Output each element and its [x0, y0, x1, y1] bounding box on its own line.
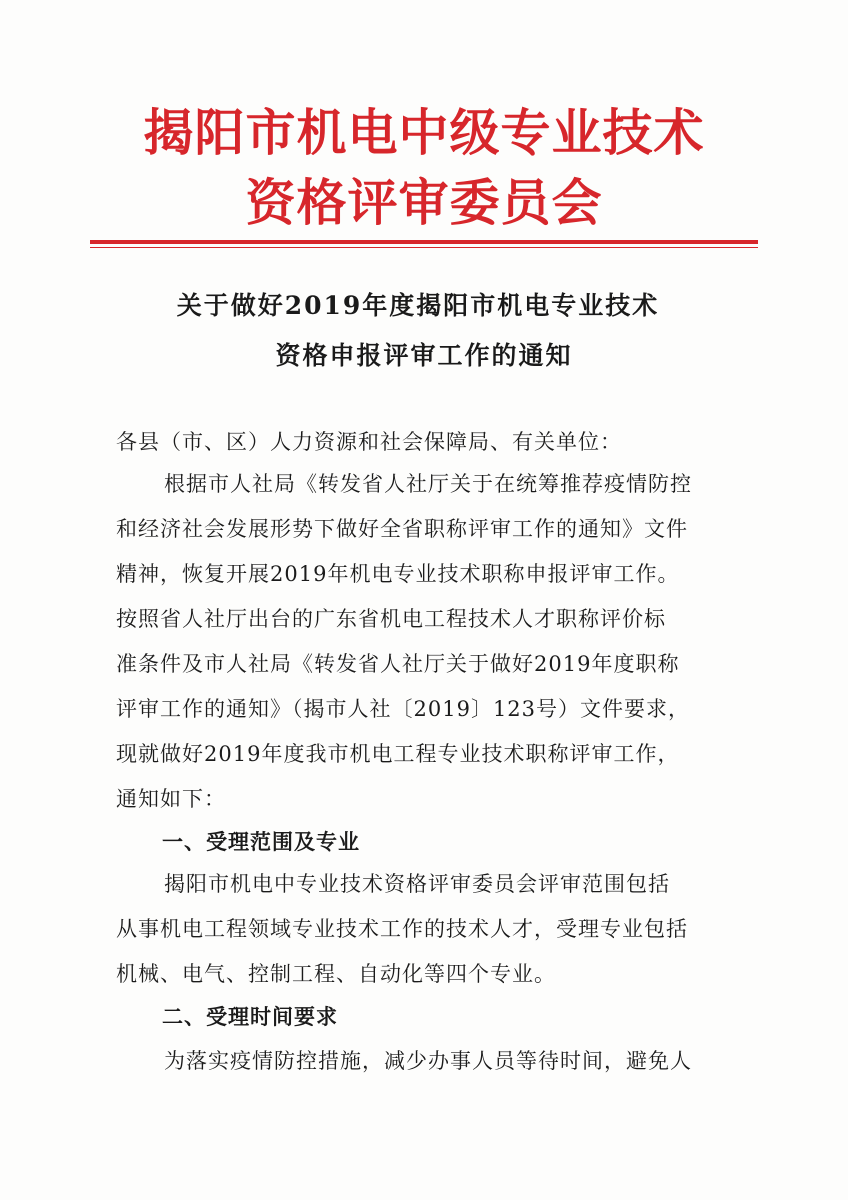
section-heading-time: 二、受理时间要求: [162, 1004, 338, 1029]
paragraph-line: 按照省人社厅出台的广东省机电工程技术人才职称评价标: [116, 607, 666, 631]
document-title-line-2: 资格申报评审工作的通知: [275, 341, 573, 370]
paragraph-line: 揭阳市机电中专业技术资格评审委员会评审范围包括: [164, 872, 670, 896]
paragraph-line: 评审工作的通知》（揭市人社〔2019〕123号）文件要求，: [116, 697, 691, 721]
masthead-rule-thick: [90, 240, 758, 244]
masthead-line-1: 揭阳市机电中级专业技术: [143, 104, 705, 162]
paragraph-line: 机械、电气、控制工程、自动化等四个专业。: [116, 962, 556, 986]
section-heading-scope: 一、受理范围及专业: [162, 829, 360, 854]
document-title-line-1: 关于做好2019年度揭阳市机电专业技术: [176, 291, 660, 320]
paragraph-line: 和经济社会发展形势下做好全省职称评审工作的通知》文件: [116, 517, 688, 541]
masthead-line-2: 资格评审委员会: [245, 174, 603, 232]
salutation: 各县（市、区）人力资源和社会保障局、有关单位：: [116, 430, 622, 454]
paragraph-line: 通知如下：: [116, 787, 226, 811]
paragraph-line: 从事机电工程领域专业技术工作的技术人才，受理专业包括: [116, 917, 688, 941]
masthead-rule-thin: [90, 247, 758, 248]
paragraph-line: 现就做好2019年度我市机电工程专业技术职称评审工作，: [116, 742, 680, 766]
paragraph-line: 根据市人社局《转发省人社厅关于在统筹推荐疫情防控: [164, 472, 692, 496]
paragraph-line: 准条件及市人社局《转发省人社厅关于做好2019年度职称: [116, 652, 680, 676]
paragraph-line: 精神，恢复开展2019年机电专业技术职称申报评审工作。: [116, 562, 680, 586]
paragraph-line: 为落实疫情防控措施，减少办事人员等待时间，避免人: [164, 1049, 692, 1073]
